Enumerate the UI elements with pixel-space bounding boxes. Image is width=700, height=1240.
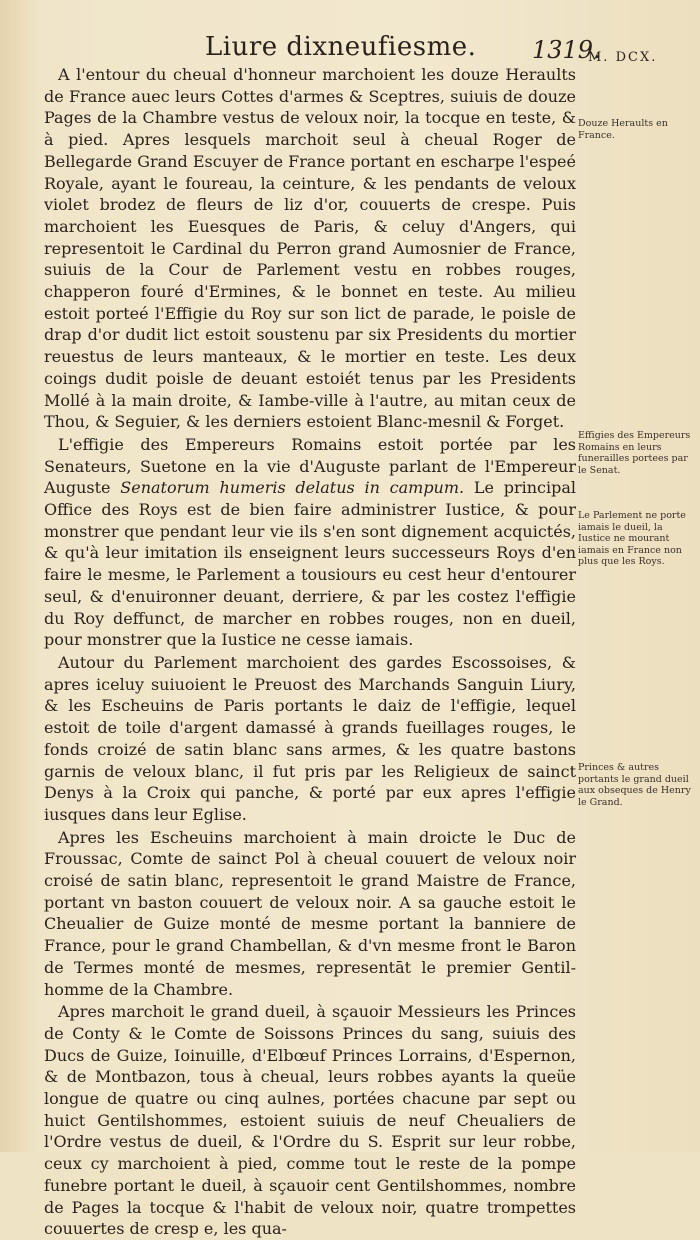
paragraph: A l'entour du cheual d'honneur marchoient les douze Heraults de France auec leurs Cottes d'armes & Sceptres, suiuis de douze Pages de la Chambre vestus de veloux noir, la tocque en teste, & à pied. Apres lesquels marchoit seul à cheual Roger de Bellegarde Grand Escuyer de France portant en escharpe l'espeé Royale, ayant le foureau, la ceinture, & les pendants de veloux violet brodez de fleurs de liz d'or, couuerts de crespe. Puis marchoient les Euesques de Paris, & celuy d'Angers, qui representoit le Cardinal du Perron grand Aumosnier de France, suiuis de la Cour de Parlement vestu en robbes rouges, chapperon fouré d'Ermines, & le bonnet en teste. Au milieu estoit porteé l'Effigie du Roy sur son lict de parade, le poisle de drap d'or dudit lict estoit soustenu par six Presidents du mortier reuestus de leurs manteaux, & le mortier en teste. Les deux coings dudit poisle de deuant estoiét tenus par les Presidents Mollé à la main droite, & Iambe-ville à l'autre, au mitan ceux de Thou, & Seguier, & les derniers estoient Blanc-mesnil & Forget. bbox=[44, 65, 576, 432]
paragraph bbox=[44, 434, 576, 651]
margin-note: Le Parlement ne porte iamais le dueil, la Iustice ne mourant iamais en France non plus que les Roys. bbox=[578, 510, 686, 567]
margin-note: Princes & autres portants le grand dueil aux obseques de Henry le Grand. bbox=[578, 762, 691, 808]
margin-note: Douze Heraults en France. bbox=[578, 118, 668, 141]
latin-quotation: Senatorum humeris delatus in campum. bbox=[120, 478, 465, 498]
paragraph-text: Le principal Office des Roys est de bien faire administrer Iustice, & pour monstrer que pendant leur vie ils s'en sont dignement acquictés, & qu'à leur imitation ils enseignent leurs successeurs Roys d'en faire le mesme, le Parlement a tousiours eu cest heur d'entourer seul, & d'enuironner deuant, derriere, & par les costez l'effigie du Roy deffunct, de marcher en robbes rouges, non en dueil, pour monstrer que la Iustice ne cesse iamais. bbox=[44, 478, 576, 650]
running-title: Liure dixneufiesme. bbox=[205, 32, 477, 62]
paragraph-text: L'effigie des Empereurs Romains estoit portée par les Senateurs, Suetone en la vie d'Auguste parlant de l'Empereur Auguste bbox=[44, 434, 576, 498]
year-marker: M. DCX. bbox=[588, 50, 658, 65]
page-number: 1319. bbox=[532, 36, 601, 64]
paragraph: Apres les Escheuins marchoient à main droicte le Duc de Froussac, Comte de sainct Pol à cheual couuert de veloux noir croisé de satin blanc, representoit le grand Maistre de France, portant vn baston couuert de veloux noir. A sa gauche estoit le Cheualier de Guize monté de mesme portant la banniere de France, pour le grand Chambellan, & d'vn mesme front le Baron de Termes monté de mesmes, representāt le premier Gentil-homme de la Chambre. bbox=[44, 827, 576, 999]
main-text bbox=[44, 64, 576, 1240]
paragraph: Apres marchoit le grand dueil, à sçauoir Messieurs les Princes de Conty & le Comte de Soissons Princes du sang, suiuis des Ducs de Guize, Ioinuille, d'Elbœuf Princes Lorrains, d'Espernon, & de Montbazon, tous à cheual, leurs robbes ayants la queüe longue de quatre ou cinq aulnes, portées chacune par sept ou huict Gentilshommes, estoient suiuis de neuf Cheualiers de l'Ordre vestus de dueil, & l'Ordre du S. Esprit sur leur robbe, ceux cy marchoient à pied, comme tout le reste de la pompe funebre portant le dueil, à sçauoir cent Gentilshommes, nombre de Pages la tocque & l'habit de veloux noir, quatre trompettes couuertes de cresp e, les qua- bbox=[44, 1002, 576, 1239]
margin-note: Effigies des Empereurs Romains en leurs funerailles portees par le Senat. bbox=[578, 430, 691, 476]
paragraph: Autour du Parlement marchoient des gardes Escossoises, & apres iceluy suiuoient le Preuost des Marchands Sanguin Liury, & les Escheuins de Paris portants le daiz de l'effigie, lequel estoit de toile d'argent damassé à grands fueillages rouges, le fonds croizé de satin blanc sans armes, & les quatre bastons garnis de veloux blanc, il fut pris par les Religieux de sainct Denys à la Croix qui panche, & porté par eux apres l'effigie iusques dans leur Eglise. bbox=[44, 652, 576, 824]
